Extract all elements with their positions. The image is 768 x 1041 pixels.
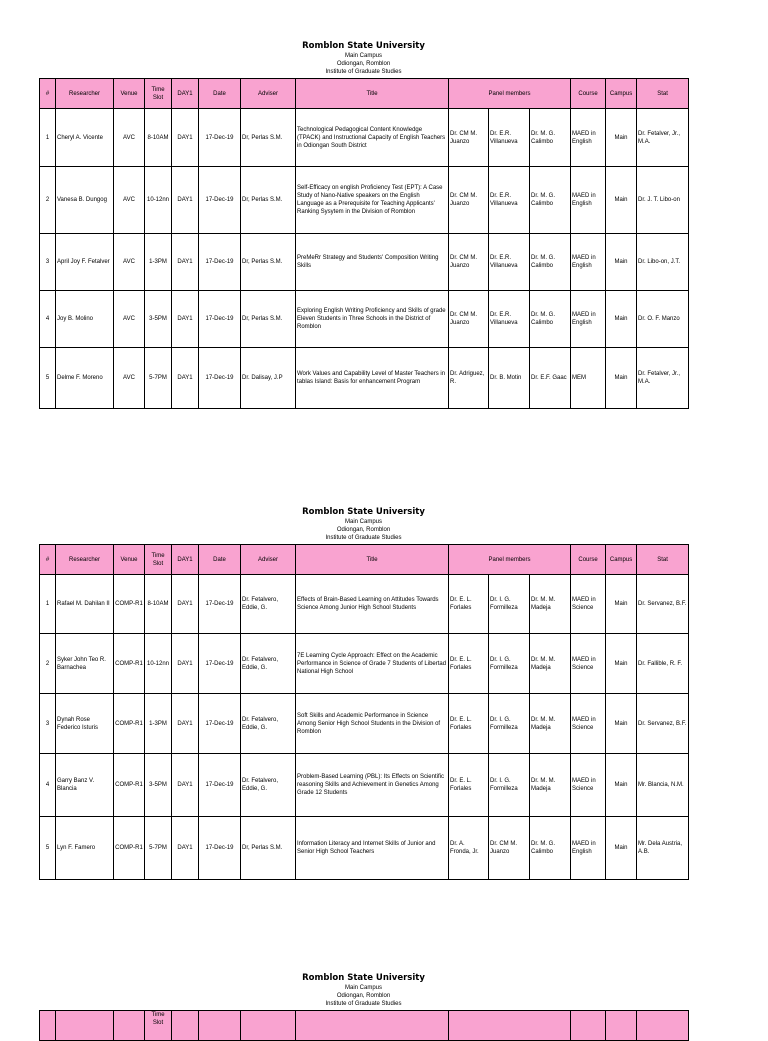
row-number: 2 — [40, 167, 56, 234]
day-cell: DAY1 — [172, 575, 199, 634]
col-header-campus: Campus — [606, 79, 637, 109]
course-cell: MAED in Science — [571, 575, 606, 634]
adviser-cell: Dr, Perlas S.M. — [241, 817, 296, 880]
schedule-header — [39, 41, 688, 76]
col-header-panel: Panel members — [449, 545, 571, 575]
col-header-stat: Stat — [637, 79, 689, 109]
table-row — [40, 694, 689, 754]
panel-member-1-cell: Dr. CM M. Juanzo — [449, 167, 489, 234]
course-cell: MAED in Science — [571, 634, 606, 694]
time-slot-cell: 8-10AM — [145, 109, 172, 167]
col-header-stat — [637, 1011, 689, 1041]
title-cell: Problem-Based Learning (PBL): Its Effects on Scientific reasoning Skills and Achievement in Genetics Among Grade 12 Students — [296, 754, 449, 817]
adviser-cell: Dr, Perlas S.M. — [241, 109, 296, 167]
day-cell: DAY1 — [172, 634, 199, 694]
adviser-cell: Dr. Fetalvero, Eddie, G. — [241, 575, 296, 634]
panel-member-2-cell: Dr. E.R. Villanueva — [489, 167, 530, 234]
time-slot-cell: 5-7PM — [145, 817, 172, 880]
col-header-course: Course — [571, 79, 606, 109]
course-cell: MAED in Science — [571, 754, 606, 817]
schedule-block-3 — [39, 973, 688, 1041]
schedule-header — [39, 973, 688, 1008]
col-header-day — [172, 1011, 199, 1041]
campus-cell: Main — [606, 348, 637, 409]
panel-member-2-cell: Dr. I. G. Formilleza — [489, 694, 530, 754]
venue-cell: COMP-R1 — [114, 817, 145, 880]
title-cell: Soft Skills and Academic Performance in Science Among Senior High School Students in the Division of Romblon — [296, 694, 449, 754]
schedule-block-1 — [39, 41, 688, 409]
adviser-cell: Dr. Fetalvero, Eddie, G. — [241, 694, 296, 754]
institute-name: Institute of Graduate Studies — [325, 1001, 402, 1007]
title-cell: Technological Pedagogical Content Knowledge (TPACK) and Instructional Capacity of English Teachers in Odiongan South District — [296, 109, 449, 167]
row-number: 2 — [40, 634, 56, 694]
campus-location: Odiongan, Romblon — [336, 61, 391, 67]
col-header-date — [199, 1011, 241, 1041]
day-cell: DAY1 — [172, 348, 199, 409]
institute-name: Institute of Graduate Studies — [325, 535, 402, 541]
row-number: 1 — [40, 575, 56, 634]
col-header-adviser: Adviser — [241, 545, 296, 575]
col-header-num: # — [40, 79, 56, 109]
day-cell: DAY1 — [172, 234, 199, 291]
date-cell: 17-Dec-19 — [199, 754, 241, 817]
title-cell: Self-Efficacy on english Proficiency Test (EPT): A Case Study of Nano-Native speakers on the English Language as a Prerequisite for Teaching Applicants' Ranking Sysytem in the Division of Romblon — [296, 167, 449, 234]
time-slot-cell: 1-3PM — [145, 234, 172, 291]
date-cell: 17-Dec-19 — [199, 634, 241, 694]
university-name: Romblon State University — [302, 41, 425, 51]
table-header-row — [40, 545, 689, 575]
campus-location: Odiongan, Romblon — [336, 527, 391, 533]
col-header-venue: Venue — [114, 545, 145, 575]
title-cell: Information Literacy and Internet Skills of Junior and Senior High School Teachers — [296, 817, 449, 880]
col-header-num: # — [40, 545, 56, 575]
panel-member-1-cell: Dr. E. L. Forlales — [449, 694, 489, 754]
schedule-table — [39, 78, 689, 409]
panel-member-2-cell: Dr. E.R. Villanueva — [489, 234, 530, 291]
table-row — [40, 167, 689, 234]
stat-cell: Dr. O. F. Manzo — [637, 291, 689, 348]
venue-cell: COMP-R1 — [114, 575, 145, 634]
time-slot-cell: 3-5PM — [145, 291, 172, 348]
panel-member-3-cell: Dr. M. G. Calimbo — [530, 167, 571, 234]
stat-cell: Dr. Fetalver, Jr., M.A. — [637, 348, 689, 409]
col-header-title: Title — [296, 79, 449, 109]
date-cell: 17-Dec-19 — [199, 109, 241, 167]
day-cell: DAY1 — [172, 291, 199, 348]
col-header-panel — [449, 1011, 571, 1041]
venue-cell: AVC — [114, 234, 145, 291]
stat-cell: Dr. Libo-on, J.T. — [637, 234, 689, 291]
campus-name: Main Campus — [344, 519, 382, 525]
panel-member-3-cell: Dr. E.F. Gaac — [530, 348, 571, 409]
date-cell: 17-Dec-19 — [199, 234, 241, 291]
campus-name: Main Campus — [344, 53, 382, 59]
campus-name: Main Campus — [344, 985, 382, 991]
adviser-cell: Dr. Fetalvero, Eddie, G. — [241, 634, 296, 694]
course-cell: MEM — [571, 348, 606, 409]
panel-member-1-cell: Dr. E. L. Forlales — [449, 754, 489, 817]
stat-cell: Dr. Fetalver, Jr., M.A. — [637, 109, 689, 167]
campus-location: Odiongan, Romblon — [336, 993, 391, 999]
time-slot-cell: 10-12nn — [145, 167, 172, 234]
course-cell: MAED in English — [571, 291, 606, 348]
col-header-date: Date — [199, 545, 241, 575]
time-slot-cell: 1-3PM — [145, 694, 172, 754]
venue-cell: AVC — [114, 291, 145, 348]
adviser-cell: Dr, Perlas S.M. — [241, 234, 296, 291]
table-row — [40, 575, 689, 634]
panel-member-2-cell: Dr. I. G. Formilleza — [489, 754, 530, 817]
panel-member-3-cell: Dr. M. M. Madeja — [530, 634, 571, 694]
researcher-cell: Garry Banz V. Blancia — [56, 754, 114, 817]
campus-cell: Main — [606, 575, 637, 634]
panel-member-3-cell: Dr. M. M. Madeja — [530, 575, 571, 634]
col-header-panel: Panel members — [449, 79, 571, 109]
col-header-time-slot: Time Slot — [145, 79, 172, 109]
col-header-stat: Stat — [637, 545, 689, 575]
course-cell: MAED in Science — [571, 694, 606, 754]
panel-member-1-cell: Dr. A. Fronda, Jr. — [449, 817, 489, 880]
panel-member-1-cell: Dr. E. L. Forlales — [449, 575, 489, 634]
campus-cell: Main — [606, 234, 637, 291]
researcher-cell: Rafael M. Dahilan II — [56, 575, 114, 634]
col-header-adviser: Adviser — [241, 79, 296, 109]
panel-member-2-cell: Dr. B. Motin — [489, 348, 530, 409]
venue-cell: COMP-R1 — [114, 754, 145, 817]
col-header-time-slot: Time Slot — [145, 545, 172, 575]
title-cell: 7E Learning Cycle Approach: Effect on the Academic Performance in Science of Grade 7 Students of Libertad National High School — [296, 634, 449, 694]
panel-member-2-cell: Dr. I. G. Formilleza — [489, 634, 530, 694]
stat-cell: Dr. J. T. Libo-on — [637, 167, 689, 234]
panel-member-1-cell: Dr. CM M. Juanzo — [449, 109, 489, 167]
col-header-researcher: Researcher — [56, 79, 114, 109]
researcher-cell: Vanesa B. Dungog — [56, 167, 114, 234]
stat-cell: Mr. Dela Austria, A.B. — [637, 817, 689, 880]
panel-member-3-cell: Dr. M. G. Calimbo — [530, 291, 571, 348]
date-cell: 17-Dec-19 — [199, 694, 241, 754]
row-number: 4 — [40, 754, 56, 817]
day-cell: DAY1 — [172, 167, 199, 234]
title-cell: Work Values and Capability Level of Master Teachers in tablas Island: Basis for enhancement Program — [296, 348, 449, 409]
campus-cell: Main — [606, 167, 637, 234]
table-header-row — [40, 1011, 689, 1041]
col-header-course: Course — [571, 545, 606, 575]
table-row — [40, 634, 689, 694]
panel-member-1-cell: Dr. E. L. Forlales — [449, 634, 489, 694]
row-number: 5 — [40, 817, 56, 880]
researcher-cell: Lyn F. Famero — [56, 817, 114, 880]
table-row — [40, 348, 689, 409]
panel-member-2-cell: Dr. CM M. Juanzo — [489, 817, 530, 880]
stat-cell: Dr. Fallible, R. F. — [637, 634, 689, 694]
campus-cell: Main — [606, 754, 637, 817]
date-cell: 17-Dec-19 — [199, 817, 241, 880]
panel-member-3-cell: Dr. M. M. Madeja — [530, 694, 571, 754]
col-header-researcher: Researcher — [56, 545, 114, 575]
venue-cell: COMP-R1 — [114, 694, 145, 754]
time-slot-cell: 8-10AM — [145, 575, 172, 634]
university-name: Romblon State University — [302, 973, 425, 983]
col-header-campus: Campus — [606, 545, 637, 575]
schedule-header — [39, 507, 688, 542]
col-header-campus — [606, 1011, 637, 1041]
schedule-block-2 — [39, 507, 688, 880]
panel-member-1-cell: Dr. CM M. Juanzo — [449, 234, 489, 291]
table-row — [40, 109, 689, 167]
col-header-adviser — [241, 1011, 296, 1041]
campus-cell: Main — [606, 634, 637, 694]
table-row — [40, 234, 689, 291]
col-header-title — [296, 1011, 449, 1041]
row-number: 5 — [40, 348, 56, 409]
campus-cell: Main — [606, 291, 637, 348]
panel-member-2-cell: Dr. E.R. Villanueva — [489, 109, 530, 167]
stat-cell: Dr. Servanez, B.F. — [637, 575, 689, 634]
table-header-row — [40, 79, 689, 109]
date-cell: 17-Dec-19 — [199, 167, 241, 234]
row-number: 3 — [40, 234, 56, 291]
panel-member-2-cell: Dr. I. G. Formilleza — [489, 575, 530, 634]
adviser-cell: Dr. Fetalvero, Eddie, G. — [241, 754, 296, 817]
adviser-cell: Dr, Perlas S.M. — [241, 167, 296, 234]
adviser-cell: Dr. Dalisay, J.P — [241, 348, 296, 409]
date-cell: 17-Dec-19 — [199, 575, 241, 634]
row-number: 3 — [40, 694, 56, 754]
course-cell: MAED in English — [571, 167, 606, 234]
researcher-cell: Joy B. Molino — [56, 291, 114, 348]
table-row — [40, 754, 689, 817]
day-cell: DAY1 — [172, 109, 199, 167]
day-cell: DAY1 — [172, 817, 199, 880]
researcher-cell: Dynah Rose Federico Isturis — [56, 694, 114, 754]
time-slot-cell: 3-5PM — [145, 754, 172, 817]
researcher-cell: Cheryl A. Vicente — [56, 109, 114, 167]
col-header-day: DAY1 — [172, 79, 199, 109]
schedule-table — [39, 544, 689, 880]
institute-name: Institute of Graduate Studies — [325, 69, 402, 75]
panel-member-1-cell: Dr. Adriguez, R. — [449, 348, 489, 409]
row-number: 1 — [40, 109, 56, 167]
col-header-title: Title — [296, 545, 449, 575]
day-cell: DAY1 — [172, 694, 199, 754]
panel-member-3-cell: Dr. M. G. Calimbo — [530, 817, 571, 880]
schedule-table — [39, 1010, 689, 1041]
row-number: 4 — [40, 291, 56, 348]
venue-cell: COMP-R1 — [114, 634, 145, 694]
campus-cell: Main — [606, 109, 637, 167]
col-header-course — [571, 1011, 606, 1041]
course-cell: MAED in English — [571, 234, 606, 291]
col-header-time-slot: Time Slot — [145, 1011, 172, 1041]
title-cell: Exploring English Writing Proficiency and Skills of grade Eleven Students in Three Schools in the District of Romblon — [296, 291, 449, 348]
venue-cell: AVC — [114, 348, 145, 409]
researcher-cell: Syker John Teo R. Barnachea — [56, 634, 114, 694]
stat-cell: Mr. Blancia, N.M. — [637, 754, 689, 817]
time-slot-cell: 5-7PM — [145, 348, 172, 409]
col-header-num — [40, 1011, 56, 1041]
time-slot-cell: 10-12nn — [145, 634, 172, 694]
stat-cell: Dr. Servanez, B.F. — [637, 694, 689, 754]
panel-member-2-cell: Dr. E.R. Villanueva — [489, 291, 530, 348]
col-header-researcher — [56, 1011, 114, 1041]
panel-member-1-cell: Dr. CM M. Juanzo — [449, 291, 489, 348]
col-header-date: Date — [199, 79, 241, 109]
campus-cell: Main — [606, 694, 637, 754]
table-row — [40, 291, 689, 348]
researcher-cell: April Joy F. Fetalver — [56, 234, 114, 291]
researcher-cell: Delme F. Moreno — [56, 348, 114, 409]
adviser-cell: Dr, Perlas S.M. — [241, 291, 296, 348]
course-cell: MAED in English — [571, 817, 606, 880]
day-cell: DAY1 — [172, 754, 199, 817]
campus-cell: Main — [606, 817, 637, 880]
col-header-venue: Venue — [114, 79, 145, 109]
title-cell: PreMeRr Strategy and Students' Composition Writing Skills — [296, 234, 449, 291]
date-cell: 17-Dec-19 — [199, 291, 241, 348]
course-cell: MAED in English — [571, 109, 606, 167]
col-header-day: DAY1 — [172, 545, 199, 575]
col-header-venue — [114, 1011, 145, 1041]
table-row — [40, 817, 689, 880]
university-name: Romblon State University — [302, 507, 425, 517]
venue-cell: AVC — [114, 109, 145, 167]
venue-cell: AVC — [114, 167, 145, 234]
panel-member-3-cell: Dr. M. G. Calimbo — [530, 234, 571, 291]
title-cell: Effects of Brain-Based Learning on Attitudes Towards Science Among Junior High School Students — [296, 575, 449, 634]
panel-member-3-cell: Dr. M. G. Calimbo — [530, 109, 571, 167]
date-cell: 17-Dec-19 — [199, 348, 241, 409]
panel-member-3-cell: Dr. M. M. Madeja — [530, 754, 571, 817]
